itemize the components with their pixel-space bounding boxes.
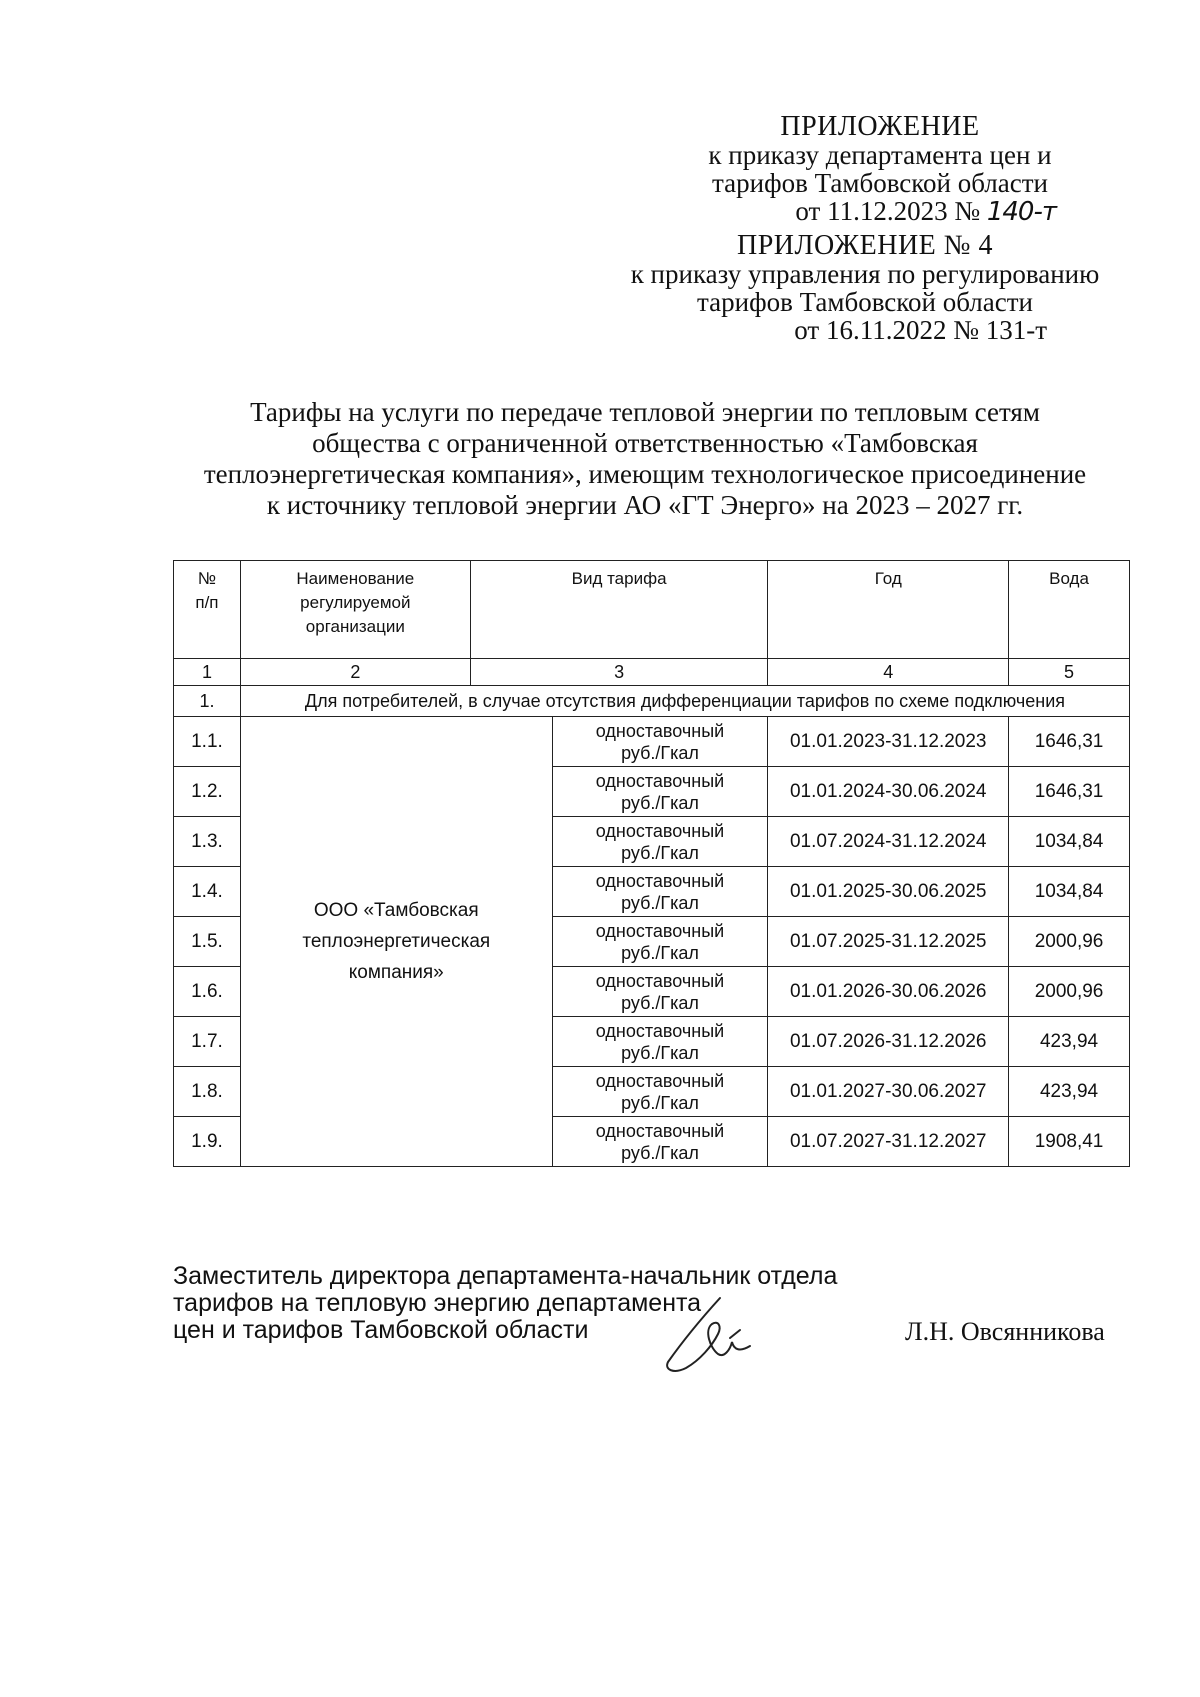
row-number: 1.6. <box>174 967 241 1017</box>
section-row <box>174 686 1130 717</box>
period-cell: 01.07.2025-31.12.2025 <box>768 917 1009 967</box>
column-number: 3 <box>470 659 768 686</box>
table-header-row <box>174 561 1130 659</box>
tariff-type-cell: одноставочный руб./Гкал <box>552 1117 768 1167</box>
title-line: к источнику тепловой энергии АО «ГТ Энерго» на 2023 – 2027 гг. <box>266 490 1024 520</box>
value-cell: 2000,96 <box>1009 967 1130 1017</box>
section-label: Для потребителей, в случае отсутствия дифференциации тарифов по схеме подключения <box>240 686 1129 717</box>
tariff-type-cell: одноставочный руб./Гкал <box>552 717 768 767</box>
header-organization: Наименование регулируемой организации <box>240 561 470 659</box>
row-number: 1.5. <box>174 917 241 967</box>
column-number: 4 <box>768 659 1009 686</box>
value-cell: 423,94 <box>1009 1067 1130 1117</box>
row-number: 1.4. <box>174 867 241 917</box>
title-line: теплоэнергетическая компания», имеющим технологическое присоединение <box>203 459 1087 489</box>
signer-name: Л.Н. Овсянникова <box>905 1317 1105 1346</box>
value-cell: 1034,84 <box>1009 817 1130 867</box>
column-number: 5 <box>1009 659 1130 686</box>
value-cell: 1034,84 <box>1009 867 1130 917</box>
row-number: 1.7. <box>174 1017 241 1067</box>
appendix-date: от 16.11.2022 № 131-т <box>794 315 1047 345</box>
table-row <box>174 717 1130 767</box>
tariff-type-cell: одноставочный руб./Гкал <box>552 1067 768 1117</box>
header-water: Вода <box>1009 561 1130 659</box>
header-tariff-type: Вид тарифа <box>470 561 768 659</box>
header-num: № п/п <box>174 561 241 659</box>
value-cell: 423,94 <box>1009 1017 1130 1067</box>
row-number: 1.3. <box>174 817 241 867</box>
appendix-line: к приказу департамента цен и <box>708 140 1052 170</box>
period-cell: 01.01.2027-30.06.2027 <box>768 1067 1009 1117</box>
period-cell: 01.01.2023-31.12.2023 <box>768 717 1009 767</box>
handwritten-signature <box>660 1290 770 1380</box>
tariff-table <box>173 560 1130 1167</box>
document-title <box>170 397 1120 521</box>
value-cell: 1908,41 <box>1009 1117 1130 1167</box>
title-line: Тарифы на услуги по передаче тепловой энергии по тепловым сетям <box>250 397 1040 427</box>
appendix-original-header <box>605 232 1125 344</box>
organization-cell: ООО «Тамбовская теплоэнергетическая компания» <box>240 717 552 1167</box>
column-number-row <box>174 659 1130 686</box>
appendix-line: к приказу управления по регулированию <box>630 259 1100 289</box>
appendix-date <box>680 197 1080 226</box>
header-year: Год <box>768 561 1009 659</box>
row-number: 1.9. <box>174 1117 241 1167</box>
column-number: 1 <box>174 659 241 686</box>
tariff-type-cell: одноставочный руб./Гкал <box>552 917 768 967</box>
appendix-date-prefix: от 11.12.2023 № <box>795 196 981 226</box>
value-cell: 1646,31 <box>1009 717 1130 767</box>
period-cell: 01.07.2024-31.12.2024 <box>768 817 1009 867</box>
period-cell: 01.01.2025-30.06.2025 <box>768 867 1009 917</box>
appendix-current-header <box>680 113 1080 226</box>
tariff-type-cell: одноставочный руб./Гкал <box>552 767 768 817</box>
row-number: 1.2. <box>174 767 241 817</box>
row-number: 1.1. <box>174 717 241 767</box>
period-cell: 01.07.2027-31.12.2027 <box>768 1117 1009 1167</box>
period-cell: 01.07.2026-31.12.2026 <box>768 1017 1009 1067</box>
value-cell: 2000,96 <box>1009 917 1130 967</box>
signer-position-line: Заместитель директора департамента-начальник отдела <box>173 1262 838 1290</box>
handwritten-order-number: 140-т <box>986 197 1056 227</box>
column-number: 2 <box>240 659 470 686</box>
row-number: 1.8. <box>174 1067 241 1117</box>
tariff-type-cell: одноставочный руб./Гкал <box>552 967 768 1017</box>
period-cell: 01.01.2024-30.06.2024 <box>768 767 1009 817</box>
tariff-type-cell: одноставочный руб./Гкал <box>552 867 768 917</box>
appendix-line: тарифов Тамбовской области <box>712 168 1048 198</box>
section-number: 1. <box>174 686 241 717</box>
tariff-type-cell: одноставочный руб./Гкал <box>552 817 768 867</box>
signer-position-line: тарифов на тепловую энергию департамента <box>173 1289 702 1317</box>
title-line: общества с ограниченной ответственностью «Тамбовская <box>312 428 978 458</box>
tariff-type-cell: одноставочный руб./Гкал <box>552 1017 768 1067</box>
appendix-title: ПРИЛОЖЕНИЕ № 4 <box>737 230 993 261</box>
period-cell: 01.01.2026-30.06.2026 <box>768 967 1009 1017</box>
appendix-line: тарифов Тамбовской области <box>697 287 1033 317</box>
value-cell: 1646,31 <box>1009 767 1130 817</box>
signer-position-line: цен и тарифов Тамбовской области <box>173 1316 589 1344</box>
appendix-title: ПРИЛОЖЕНИЕ <box>780 111 980 142</box>
